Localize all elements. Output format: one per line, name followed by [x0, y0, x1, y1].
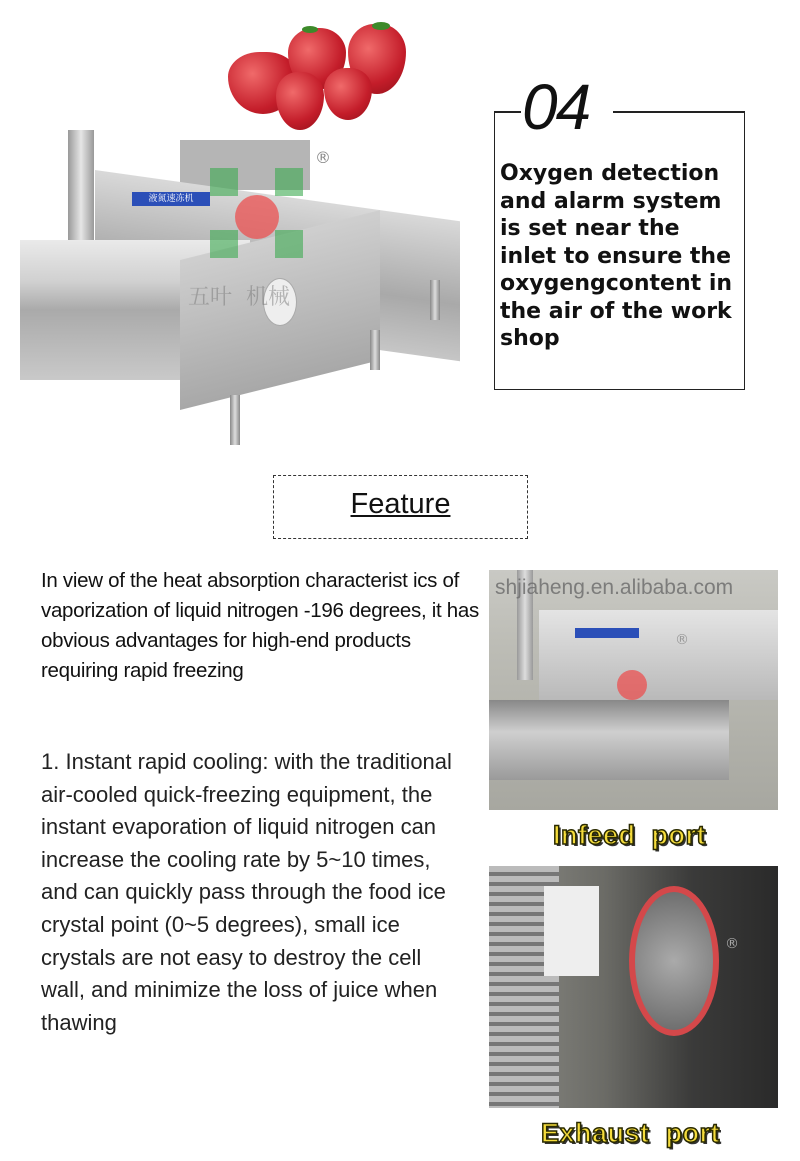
registered-mark: ® [315, 148, 331, 167]
feature-heading-box [273, 475, 528, 539]
callout-text: Oxygen detection and alarm system is set near the inlet to ensure the oxygengcontent in the air of the work shop [500, 161, 733, 351]
feature-heading: Feature [350, 488, 451, 520]
strawberries-image [220, 20, 410, 135]
feature-point-1: 1. Instant rapid cooling: with the traditional air-cooled quick-freezing equipment, the instant evaporation of liquid nitrogen can increase the cooling rate by 5~10 times, and can quickly pass through the food ice crystal point (0~5 degrees), small ice crystals are not easy to destroy the cell wall, and minimize the loss of juice when thawing [41, 749, 452, 1035]
registered-mark: ® [675, 632, 689, 648]
feature-intro: In view of the heat absorption characterist ics of vaporization of liquid nitrogen -196 degrees, it has obvious advantages for high-end products requiring rapid freezing [41, 569, 479, 682]
callout-number: 04 [522, 71, 590, 143]
exhaust-port-photo [489, 866, 778, 1108]
infeed-port-label: Infeed port [553, 820, 706, 850]
freezer-machine-image [20, 130, 470, 450]
brand-watermark: 五叶 机械 [188, 285, 290, 310]
exhaust-port-label: Exhaust port [541, 1118, 721, 1148]
infeed-port-photo [489, 570, 778, 810]
machine-plate: 液氮速冻机 [132, 192, 210, 206]
registered-mark: ® [725, 936, 739, 952]
url-watermark: shjiaheng.en.alibaba.com [495, 576, 734, 599]
